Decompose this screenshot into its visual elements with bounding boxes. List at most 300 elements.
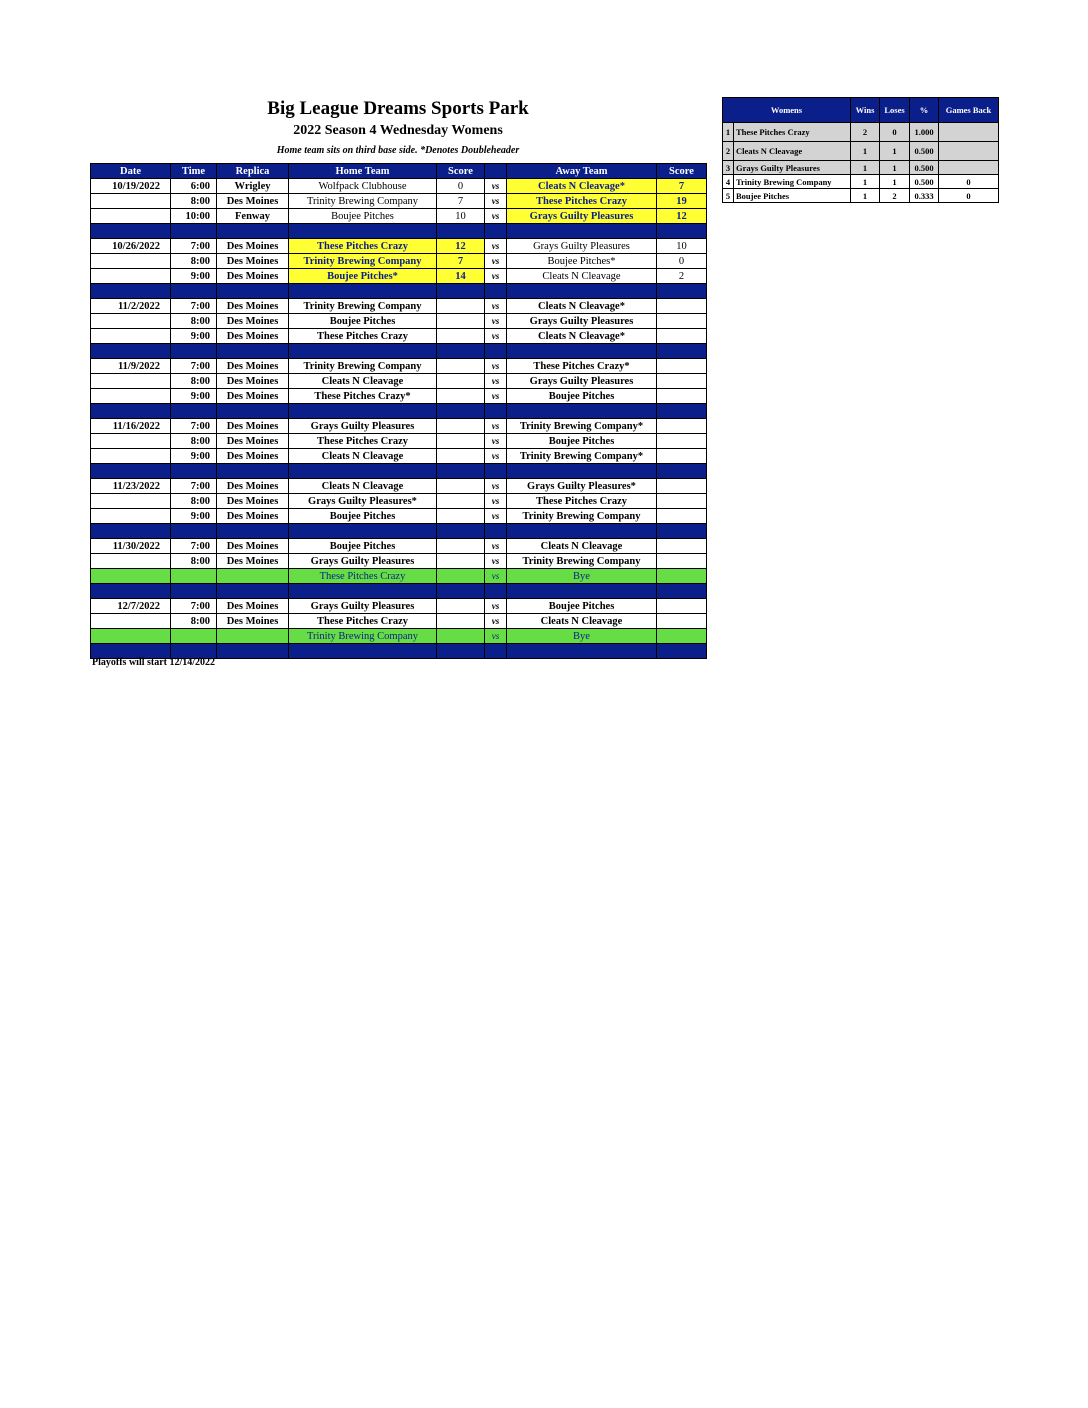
separator-cell bbox=[171, 584, 217, 599]
game-field: Des Moines bbox=[217, 434, 289, 449]
standing-rank: 5 bbox=[723, 189, 734, 203]
separator-cell bbox=[91, 224, 171, 239]
vs-label: vs bbox=[485, 479, 507, 494]
away-score bbox=[657, 299, 707, 314]
vs-label: vs bbox=[485, 449, 507, 464]
standings-row bbox=[723, 142, 999, 161]
away-score: 0 bbox=[657, 254, 707, 269]
standing-wins: 1 bbox=[851, 175, 880, 189]
game-date bbox=[91, 374, 171, 389]
separator-cell bbox=[91, 404, 171, 419]
col-header-date: Date bbox=[91, 164, 171, 179]
col-header-away-score: Score bbox=[657, 164, 707, 179]
game-date bbox=[91, 329, 171, 344]
standing-team: Grays Guilty Pleasures bbox=[734, 161, 851, 175]
standing-loses: 1 bbox=[880, 142, 910, 161]
vs-label: vs bbox=[485, 269, 507, 284]
away-score bbox=[657, 479, 707, 494]
game-row bbox=[91, 194, 707, 209]
game-date bbox=[91, 269, 171, 284]
home-team: Boujee Pitches bbox=[289, 509, 437, 524]
game-time: 7:00 bbox=[171, 239, 217, 254]
separator-cell bbox=[91, 524, 171, 539]
schedule-header-row bbox=[91, 164, 707, 179]
away-score bbox=[657, 449, 707, 464]
game-date bbox=[91, 209, 171, 224]
game-time: 7:00 bbox=[171, 419, 217, 434]
standing-loses: 2 bbox=[880, 189, 910, 203]
vs-label: vs bbox=[485, 419, 507, 434]
standings-header-pct: % bbox=[910, 98, 939, 123]
away-score bbox=[657, 629, 707, 644]
separator-cell bbox=[289, 284, 437, 299]
home-score: 7 bbox=[437, 194, 485, 209]
home-score bbox=[437, 374, 485, 389]
separator-cell bbox=[507, 344, 657, 359]
away-team: Cleats N Cleavage bbox=[507, 614, 657, 629]
vs-label: vs bbox=[485, 254, 507, 269]
game-date bbox=[91, 434, 171, 449]
game-field: Des Moines bbox=[217, 389, 289, 404]
game-time: 7:00 bbox=[171, 299, 217, 314]
separator-cell bbox=[217, 524, 289, 539]
away-score bbox=[657, 389, 707, 404]
home-team: Grays Guilty Pleasures bbox=[289, 554, 437, 569]
away-score bbox=[657, 419, 707, 434]
standing-team: Boujee Pitches bbox=[734, 189, 851, 203]
away-score: 2 bbox=[657, 269, 707, 284]
game-date bbox=[91, 449, 171, 464]
away-team: Cleats N Cleavage bbox=[507, 269, 657, 284]
game-time: 10:00 bbox=[171, 209, 217, 224]
home-score bbox=[437, 569, 485, 584]
game-field: Wrigley bbox=[217, 179, 289, 194]
home-team: Boujee Pitches* bbox=[289, 269, 437, 284]
standing-loses: 0 bbox=[880, 123, 910, 142]
standing-rank: 4 bbox=[723, 175, 734, 189]
separator-cell bbox=[91, 344, 171, 359]
home-score bbox=[437, 479, 485, 494]
standing-wins: 1 bbox=[851, 142, 880, 161]
game-field: Des Moines bbox=[217, 449, 289, 464]
game-row bbox=[91, 359, 707, 374]
standing-games-back bbox=[939, 142, 999, 161]
away-team: Bye bbox=[507, 569, 657, 584]
col-header-time: Time bbox=[171, 164, 217, 179]
separator-cell bbox=[437, 404, 485, 419]
game-row bbox=[91, 419, 707, 434]
vs-label: vs bbox=[485, 509, 507, 524]
separator-cell bbox=[507, 284, 657, 299]
separator-cell bbox=[217, 224, 289, 239]
away-score bbox=[657, 509, 707, 524]
week-separator-row bbox=[91, 224, 707, 239]
standing-pct: 1.000 bbox=[910, 123, 939, 142]
home-team: These Pitches Crazy bbox=[289, 329, 437, 344]
away-team: Grays Guilty Pleasures bbox=[507, 209, 657, 224]
standings-table bbox=[722, 97, 999, 203]
game-row bbox=[91, 599, 707, 614]
game-time: 9:00 bbox=[171, 329, 217, 344]
separator-cell bbox=[485, 524, 507, 539]
home-team: Boujee Pitches bbox=[289, 209, 437, 224]
game-row bbox=[91, 254, 707, 269]
game-date: 11/30/2022 bbox=[91, 539, 171, 554]
game-time: 7:00 bbox=[171, 539, 217, 554]
game-field: Des Moines bbox=[217, 419, 289, 434]
separator-cell bbox=[289, 224, 437, 239]
separator-cell bbox=[485, 404, 507, 419]
away-team: Boujee Pitches bbox=[507, 389, 657, 404]
vs-label: vs bbox=[485, 359, 507, 374]
away-score: 10 bbox=[657, 239, 707, 254]
away-team: Grays Guilty Pleasures bbox=[507, 314, 657, 329]
game-date bbox=[91, 629, 171, 644]
col-header-vs bbox=[485, 164, 507, 179]
away-score bbox=[657, 329, 707, 344]
game-date bbox=[91, 254, 171, 269]
standings-row bbox=[723, 189, 999, 203]
away-score bbox=[657, 359, 707, 374]
away-score bbox=[657, 539, 707, 554]
separator-cell bbox=[485, 284, 507, 299]
separator-cell bbox=[437, 224, 485, 239]
home-team: These Pitches Crazy bbox=[289, 239, 437, 254]
home-score bbox=[437, 329, 485, 344]
standing-rank: 1 bbox=[723, 123, 734, 142]
standings-row bbox=[723, 161, 999, 175]
separator-cell bbox=[485, 644, 507, 659]
away-score: 19 bbox=[657, 194, 707, 209]
away-score bbox=[657, 599, 707, 614]
separator-cell bbox=[507, 524, 657, 539]
separator-cell bbox=[437, 344, 485, 359]
away-score: 12 bbox=[657, 209, 707, 224]
game-date bbox=[91, 494, 171, 509]
home-team: Trinity Brewing Company bbox=[289, 254, 437, 269]
home-team: Trinity Brewing Company bbox=[289, 194, 437, 209]
standing-wins: 2 bbox=[851, 123, 880, 142]
week-separator-row bbox=[91, 344, 707, 359]
game-field: Des Moines bbox=[217, 359, 289, 374]
separator-cell bbox=[171, 404, 217, 419]
game-time: 6:00 bbox=[171, 179, 217, 194]
separator-cell bbox=[91, 464, 171, 479]
game-row bbox=[91, 209, 707, 224]
standing-rank: 3 bbox=[723, 161, 734, 175]
game-date: 11/9/2022 bbox=[91, 359, 171, 374]
game-field: Des Moines bbox=[217, 329, 289, 344]
separator-cell bbox=[217, 284, 289, 299]
home-score bbox=[437, 614, 485, 629]
game-date: 11/2/2022 bbox=[91, 299, 171, 314]
game-date: 10/19/2022 bbox=[91, 179, 171, 194]
away-team: Boujee Pitches bbox=[507, 599, 657, 614]
schedule-table bbox=[90, 163, 707, 659]
standing-games-back bbox=[939, 123, 999, 142]
game-time: 8:00 bbox=[171, 614, 217, 629]
vs-label: vs bbox=[485, 314, 507, 329]
away-team: Cleats N Cleavage* bbox=[507, 329, 657, 344]
game-date: 10/26/2022 bbox=[91, 239, 171, 254]
separator-cell bbox=[91, 584, 171, 599]
home-score bbox=[437, 389, 485, 404]
away-team: Boujee Pitches bbox=[507, 434, 657, 449]
game-time: 9:00 bbox=[171, 449, 217, 464]
game-row bbox=[91, 299, 707, 314]
home-team: Grays Guilty Pleasures bbox=[289, 419, 437, 434]
bye-row bbox=[91, 629, 707, 644]
away-score bbox=[657, 314, 707, 329]
week-separator-row bbox=[91, 584, 707, 599]
separator-cell bbox=[657, 344, 707, 359]
separator-cell bbox=[289, 524, 437, 539]
away-team: Cleats N Cleavage* bbox=[507, 299, 657, 314]
away-score bbox=[657, 614, 707, 629]
game-field: Des Moines bbox=[217, 374, 289, 389]
home-score: 10 bbox=[437, 209, 485, 224]
home-score: 12 bbox=[437, 239, 485, 254]
game-time bbox=[171, 569, 217, 584]
vs-label: vs bbox=[485, 494, 507, 509]
home-score bbox=[437, 494, 485, 509]
standing-pct: 0.500 bbox=[910, 142, 939, 161]
game-date bbox=[91, 389, 171, 404]
game-date bbox=[91, 614, 171, 629]
standings-body bbox=[723, 123, 999, 203]
game-time: 8:00 bbox=[171, 374, 217, 389]
game-time: 7:00 bbox=[171, 599, 217, 614]
away-team: Grays Guilty Pleasures bbox=[507, 239, 657, 254]
game-field: Des Moines bbox=[217, 494, 289, 509]
away-team: Boujee Pitches* bbox=[507, 254, 657, 269]
away-team: Trinity Brewing Company bbox=[507, 554, 657, 569]
standings-header-wins: Wins bbox=[851, 98, 880, 123]
game-row bbox=[91, 509, 707, 524]
vs-label: vs bbox=[485, 554, 507, 569]
home-score bbox=[437, 359, 485, 374]
home-score: 14 bbox=[437, 269, 485, 284]
standing-pct: 0.500 bbox=[910, 175, 939, 189]
game-field: Des Moines bbox=[217, 509, 289, 524]
separator-cell bbox=[485, 584, 507, 599]
vs-label: vs bbox=[485, 629, 507, 644]
away-team: Cleats N Cleavage* bbox=[507, 179, 657, 194]
bye-row bbox=[91, 569, 707, 584]
game-date bbox=[91, 554, 171, 569]
separator-cell bbox=[437, 464, 485, 479]
game-field: Des Moines bbox=[217, 314, 289, 329]
away-team: Trinity Brewing Company* bbox=[507, 449, 657, 464]
game-field: Des Moines bbox=[217, 239, 289, 254]
separator-cell bbox=[171, 284, 217, 299]
home-team: These Pitches Crazy bbox=[289, 614, 437, 629]
game-field: Des Moines bbox=[217, 479, 289, 494]
away-score bbox=[657, 374, 707, 389]
standing-pct: 0.333 bbox=[910, 189, 939, 203]
vs-label: vs bbox=[485, 299, 507, 314]
vs-label: vs bbox=[485, 614, 507, 629]
standing-games-back bbox=[939, 161, 999, 175]
week-separator-row bbox=[91, 284, 707, 299]
vs-label: vs bbox=[485, 239, 507, 254]
col-header-away-team: Away Team bbox=[507, 164, 657, 179]
home-team: Boujee Pitches bbox=[289, 539, 437, 554]
separator-cell bbox=[507, 584, 657, 599]
separator-cell bbox=[657, 464, 707, 479]
week-separator-row bbox=[91, 524, 707, 539]
separator-cell bbox=[507, 464, 657, 479]
standing-games-back: 0 bbox=[939, 189, 999, 203]
standing-loses: 1 bbox=[880, 175, 910, 189]
game-row bbox=[91, 329, 707, 344]
page-subtitle: 2022 Season 4 Wednesday Womens bbox=[293, 123, 503, 138]
game-time: 7:00 bbox=[171, 479, 217, 494]
game-date bbox=[91, 509, 171, 524]
away-score: 7 bbox=[657, 179, 707, 194]
separator-cell bbox=[485, 344, 507, 359]
home-team: Boujee Pitches bbox=[289, 314, 437, 329]
game-row bbox=[91, 479, 707, 494]
vs-label: vs bbox=[485, 599, 507, 614]
separator-cell bbox=[217, 644, 289, 659]
game-field: Des Moines bbox=[217, 614, 289, 629]
vs-label: vs bbox=[485, 374, 507, 389]
away-score bbox=[657, 494, 707, 509]
game-time: 9:00 bbox=[171, 389, 217, 404]
home-team: Wolfpack Clubhouse bbox=[289, 179, 437, 194]
standings-header-row bbox=[723, 98, 999, 123]
game-date bbox=[91, 194, 171, 209]
away-team: Grays Guilty Pleasures bbox=[507, 374, 657, 389]
home-score bbox=[437, 599, 485, 614]
standing-games-back: 0 bbox=[939, 175, 999, 189]
game-row bbox=[91, 374, 707, 389]
standings-header-loses: Loses bbox=[880, 98, 910, 123]
separator-cell bbox=[507, 404, 657, 419]
home-score: 0 bbox=[437, 179, 485, 194]
week-separator-row bbox=[91, 464, 707, 479]
standing-wins: 1 bbox=[851, 161, 880, 175]
game-time: 9:00 bbox=[171, 269, 217, 284]
home-score bbox=[437, 299, 485, 314]
game-field: Des Moines bbox=[217, 599, 289, 614]
home-score bbox=[437, 539, 485, 554]
away-score bbox=[657, 554, 707, 569]
game-field: Des Moines bbox=[217, 269, 289, 284]
separator-cell bbox=[437, 584, 485, 599]
standings-row bbox=[723, 123, 999, 142]
vs-label: vs bbox=[485, 539, 507, 554]
separator-cell bbox=[657, 404, 707, 419]
separator-cell bbox=[289, 404, 437, 419]
standing-team: Cleats N Cleavage bbox=[734, 142, 851, 161]
home-team: Grays Guilty Pleasures* bbox=[289, 494, 437, 509]
separator-cell bbox=[171, 344, 217, 359]
vs-label: vs bbox=[485, 194, 507, 209]
away-team: Cleats N Cleavage bbox=[507, 539, 657, 554]
game-time: 8:00 bbox=[171, 434, 217, 449]
separator-cell bbox=[507, 224, 657, 239]
home-team: Trinity Brewing Company bbox=[289, 299, 437, 314]
col-header-home-team: Home Team bbox=[289, 164, 437, 179]
separator-cell bbox=[657, 524, 707, 539]
game-date: 11/16/2022 bbox=[91, 419, 171, 434]
separator-cell bbox=[437, 284, 485, 299]
away-score bbox=[657, 569, 707, 584]
game-time bbox=[171, 629, 217, 644]
game-row bbox=[91, 614, 707, 629]
game-row bbox=[91, 389, 707, 404]
separator-cell bbox=[485, 464, 507, 479]
home-team: Cleats N Cleavage bbox=[289, 479, 437, 494]
game-time: 8:00 bbox=[171, 554, 217, 569]
game-time: 7:00 bbox=[171, 359, 217, 374]
game-row bbox=[91, 494, 707, 509]
separator-cell bbox=[289, 344, 437, 359]
standing-team: These Pitches Crazy bbox=[734, 123, 851, 142]
game-field: Des Moines bbox=[217, 539, 289, 554]
separator-cell bbox=[289, 644, 437, 659]
separator-cell bbox=[507, 644, 657, 659]
home-score: 7 bbox=[437, 254, 485, 269]
home-score bbox=[437, 509, 485, 524]
game-time: 8:00 bbox=[171, 314, 217, 329]
away-score bbox=[657, 434, 707, 449]
playoffs-note: Playoffs will start 12/14/2022 bbox=[92, 657, 216, 668]
separator-cell bbox=[657, 584, 707, 599]
separator-cell bbox=[217, 344, 289, 359]
separator-cell bbox=[657, 284, 707, 299]
home-team: Trinity Brewing Company bbox=[289, 359, 437, 374]
separator-cell bbox=[217, 464, 289, 479]
home-team: These Pitches Crazy* bbox=[289, 389, 437, 404]
home-team: Grays Guilty Pleasures bbox=[289, 599, 437, 614]
separator-cell bbox=[485, 224, 507, 239]
standing-rank: 2 bbox=[723, 142, 734, 161]
away-team: These Pitches Crazy* bbox=[507, 359, 657, 374]
home-score bbox=[437, 434, 485, 449]
col-header-home-score: Score bbox=[437, 164, 485, 179]
game-field bbox=[217, 629, 289, 644]
game-row bbox=[91, 554, 707, 569]
separator-cell bbox=[289, 464, 437, 479]
home-team: These Pitches Crazy bbox=[289, 569, 437, 584]
separator-cell bbox=[217, 404, 289, 419]
vs-label: vs bbox=[485, 569, 507, 584]
game-date: 11/23/2022 bbox=[91, 479, 171, 494]
vs-label: vs bbox=[485, 179, 507, 194]
schedule-note: Home team sits on third base side. *Denotes Doubleheader bbox=[276, 145, 520, 156]
game-field: Fenway bbox=[217, 209, 289, 224]
game-row bbox=[91, 449, 707, 464]
standing-pct: 0.500 bbox=[910, 161, 939, 175]
game-row bbox=[91, 539, 707, 554]
game-row bbox=[91, 179, 707, 194]
game-date: 12/7/2022 bbox=[91, 599, 171, 614]
home-score bbox=[437, 314, 485, 329]
home-score bbox=[437, 419, 485, 434]
standings-row bbox=[723, 175, 999, 189]
game-row bbox=[91, 269, 707, 284]
schedule-body bbox=[91, 179, 707, 659]
game-row bbox=[91, 239, 707, 254]
game-date bbox=[91, 569, 171, 584]
separator-cell bbox=[437, 524, 485, 539]
home-score bbox=[437, 449, 485, 464]
separator-cell bbox=[289, 584, 437, 599]
game-time: 8:00 bbox=[171, 494, 217, 509]
